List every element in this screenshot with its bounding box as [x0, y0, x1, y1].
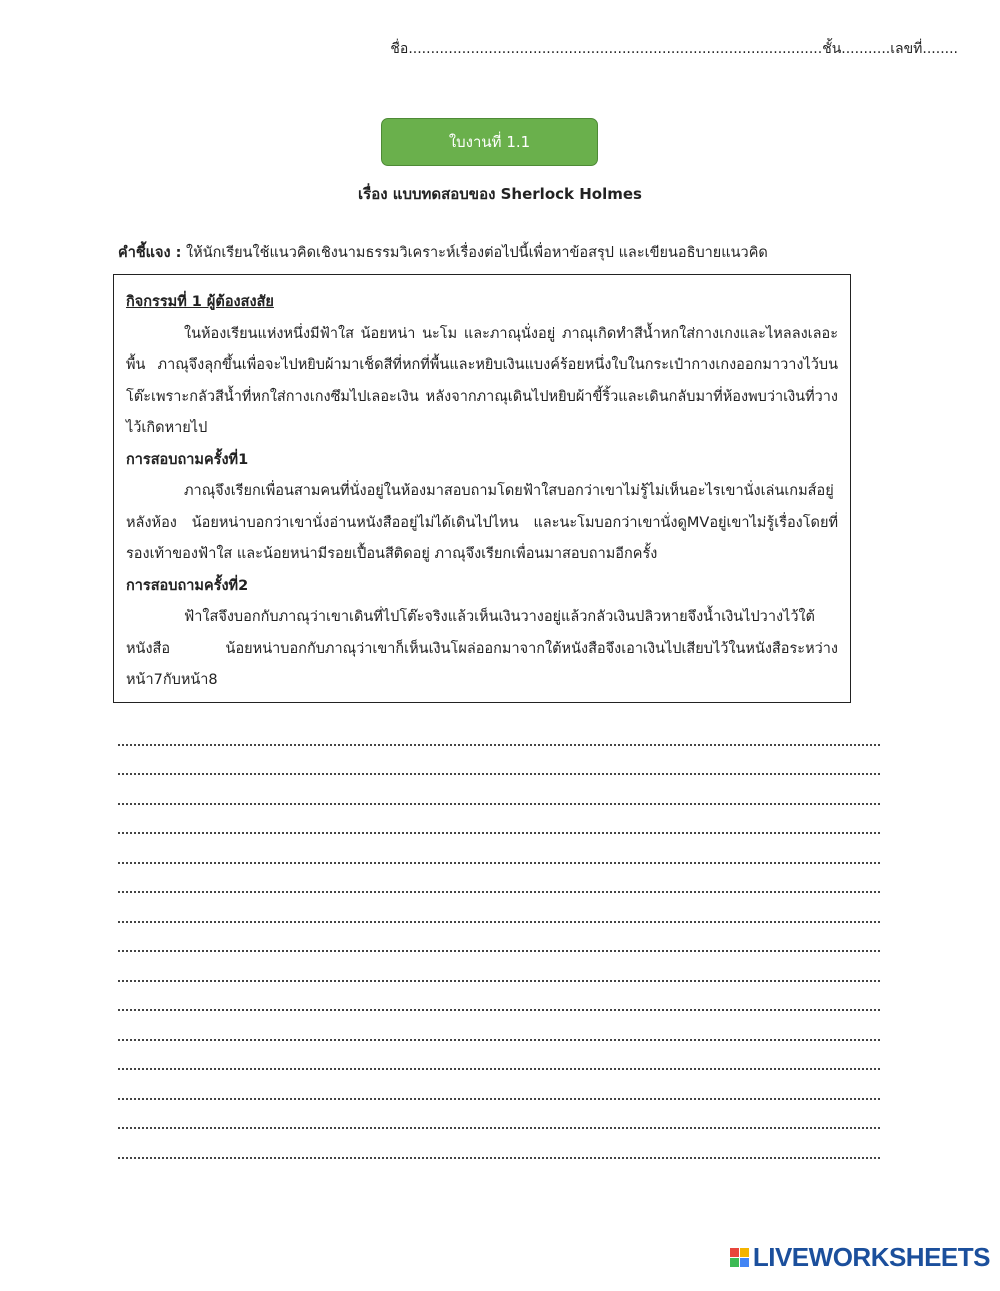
answer-line[interactable] — [118, 805, 880, 835]
activity-story: ในห้องเรียนแห่งหนึ่งมีฟ้าใส น้อยหน่า นะโม และภาณุนั่งอยู่ ภาณุเกิดทำสีน้ำหกใส่กางเกงและไหลลงเลอะพื้น ภาณุจึงลุกขึ้นเพื่อจะไปหยิบผ้ามาเช็ดสีที่หกที่พื้นและหยิบเงินแบงค์ร้อยหนึ่งใบในกระเป๋ากางเกงออกมาวางไว้บนโต๊ะเพราะกลัวสีน้ำที่หกใส่กางเกงซึมไปเลอะเงิน หลังจากภาณุเดินไปหยิบผ้าขี้ริ้วและเดินกลับมาที่ห้องพบว่าเงินที่วางไว้เกิดหายไป — [126, 325, 838, 436]
round1-text: ภาณุจึงเรียกเพื่อนสามคนที่นั่งอยู่ในห้องมาสอบถามโดยฟ้าใสบอกว่าเขาไม่รู้ไม่เห็นอะไรเขานั่งเล่นเกมส์อยู่หลังห้อง น้อยหน่าบอกว่าเขานั่งอ่านหนังสืออยู่ไม่ได้เดินไปไหน และนะโมบอกว่าเขานั่งดูMVอยู่เขาไม่รู้เรื่องโดยที่รองเท้าของฟ้าใส และน้อยหน่ามีรอยเปื้อนสีติดอยู่ ภาณุจึงเรียกเพื่อนมาสอบถามอีกครั้ง — [126, 483, 838, 562]
instructions-text: ให้นักเรียนใช้แนวคิดเชิงนามธรรมวิเคราะห์เรื่องต่อไปนี้เพื่อหาข้อสรุป และเขียนอธิบายแนวคิด — [181, 245, 768, 261]
round2-text: ฟ้าใสจึงบอกกับภาณุว่าเขาเดินที่ไปโต๊ะจริงแล้วเห็นเงินวางอยู่แล้วกลัวเงินปลิวหายจึงน้ำเงินไปวางไว้ใต้หนังสือ น้อยหน่าบอกกับภาณุว่าเขาก็เห็นเงินโผล่ออกมาจากใต้หนังสือจึงเอาเงินไปเสียบไว้ในหนังสือระหว่างหน้า7กับหน้า8 — [126, 609, 838, 688]
answer-line[interactable] — [118, 1011, 880, 1041]
instructions — [118, 241, 768, 264]
answer-line[interactable] — [118, 1070, 880, 1100]
answer-line[interactable] — [118, 864, 880, 894]
answer-area[interactable] — [118, 716, 880, 1159]
answer-line[interactable] — [118, 1041, 880, 1071]
answer-line[interactable] — [118, 746, 880, 776]
answer-line[interactable] — [118, 923, 880, 953]
answer-line[interactable] — [118, 982, 880, 1012]
worksheet-subtitle: เรื่อง แบบทดสอบของ Sherlock Holmes — [358, 185, 642, 203]
logo-icon-square — [740, 1248, 749, 1257]
worksheet-title-box — [381, 118, 598, 166]
liveworksheets-logo — [730, 1242, 990, 1273]
logo-icon-square — [740, 1258, 749, 1267]
student-info-line: ชื่อ.............................................................................................ชั้น...........เลขที่........ — [390, 41, 958, 57]
answer-line[interactable] — [118, 1100, 880, 1130]
activity-heading: กิจกรรมที่ 1 ผู้ต้องสงสัย — [126, 294, 274, 310]
round1-heading: การสอบถามครั้งที่1 — [126, 451, 249, 468]
answer-line[interactable] — [118, 834, 880, 864]
activity-box — [113, 274, 851, 703]
round2-heading: การสอบถามครั้งที่2 — [126, 577, 249, 594]
logo-icon-square — [730, 1248, 739, 1257]
answer-line[interactable] — [118, 716, 880, 746]
worksheet-title: ใบงานที่ 1.1 — [448, 133, 531, 151]
logo-icon-square — [730, 1258, 739, 1267]
instructions-label: คำชี้แจง : — [118, 245, 182, 261]
liveworksheets-logo-icon — [730, 1248, 749, 1267]
liveworksheets-logo-text: LIVEWORKSHEETS — [752, 1242, 990, 1272]
answer-line[interactable] — [118, 952, 880, 982]
answer-line[interactable] — [118, 775, 880, 805]
answer-line[interactable] — [118, 1129, 880, 1159]
answer-line[interactable] — [118, 893, 880, 923]
